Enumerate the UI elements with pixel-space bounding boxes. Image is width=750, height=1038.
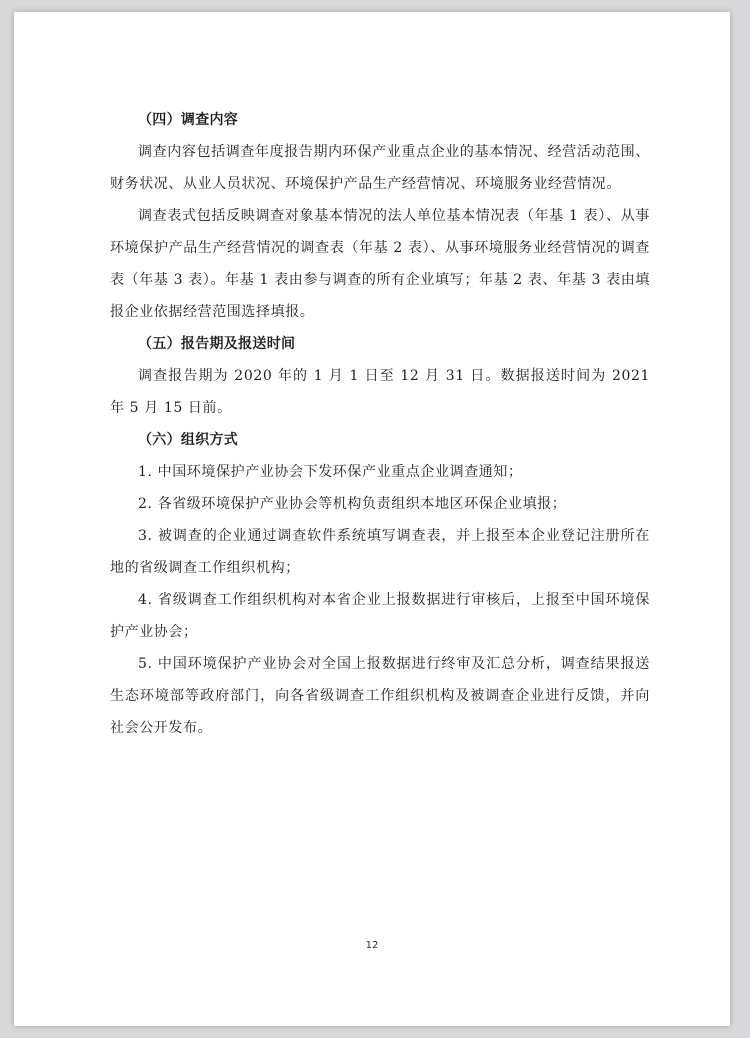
list-item: 4. 省级调查工作组织机构对本省企业上报数据进行审核后，上报至中国环境保护产业协会；: [110, 592, 650, 640]
page-number: 12: [365, 940, 379, 951]
paragraph: 调查报告期为 2020 年的 1 月 1 日至 12 月 31 日。数据报送时间为 2021 年 5 月 15 日前。: [110, 368, 650, 416]
section-survey-content: [110, 104, 650, 328]
list-item: 2. 各省级环境保护产业协会等机构负责组织本地区环保企业填报；: [138, 496, 567, 512]
section-heading: （六）组织方式: [138, 432, 239, 448]
list-item: 3. 被调查的企业通过调查软件系统填写调查表，并上报至本企业登记注册所在地的省级调查工作组织机构；: [110, 528, 650, 576]
list-item: 5. 中国环境保护产业协会对全国上报数据进行终审及汇总分析，调查结果报送生态环境部等政府部门，向各省级调查工作组织机构及被调查企业进行反馈，并向社会公开发布。: [110, 656, 650, 736]
list-item: 1. 中国环境保护产业协会下发环保产业重点企业调查通知；: [138, 464, 523, 480]
paragraph: 调查表式包括反映调查对象基本情况的法人单位基本情况表（年基 1 表）、从事环境保护产品生产经营情况的调查表（年基 2 表）、从事环境服务业经营情况的调查表（年基 3 表）。年基 1 表由参与调查的所有企业填写；年基 2 表、年基 3 表由填报企业依据经营范围选择填报。: [110, 208, 650, 320]
section-reporting-period: [110, 328, 650, 424]
paragraph: 调查内容包括调查年度报告期内环保产业重点企业的基本情况、经营活动范围、财务状况、从业人员状况、环境保护产品生产经营情况、环境服务业经营情况。: [110, 144, 650, 192]
section-heading: （五）报告期及报送时间: [138, 336, 296, 352]
page-content: [110, 104, 650, 744]
section-organization-method: [110, 424, 650, 744]
document-page: [14, 12, 730, 1026]
section-heading: （四）调查内容: [138, 112, 239, 128]
